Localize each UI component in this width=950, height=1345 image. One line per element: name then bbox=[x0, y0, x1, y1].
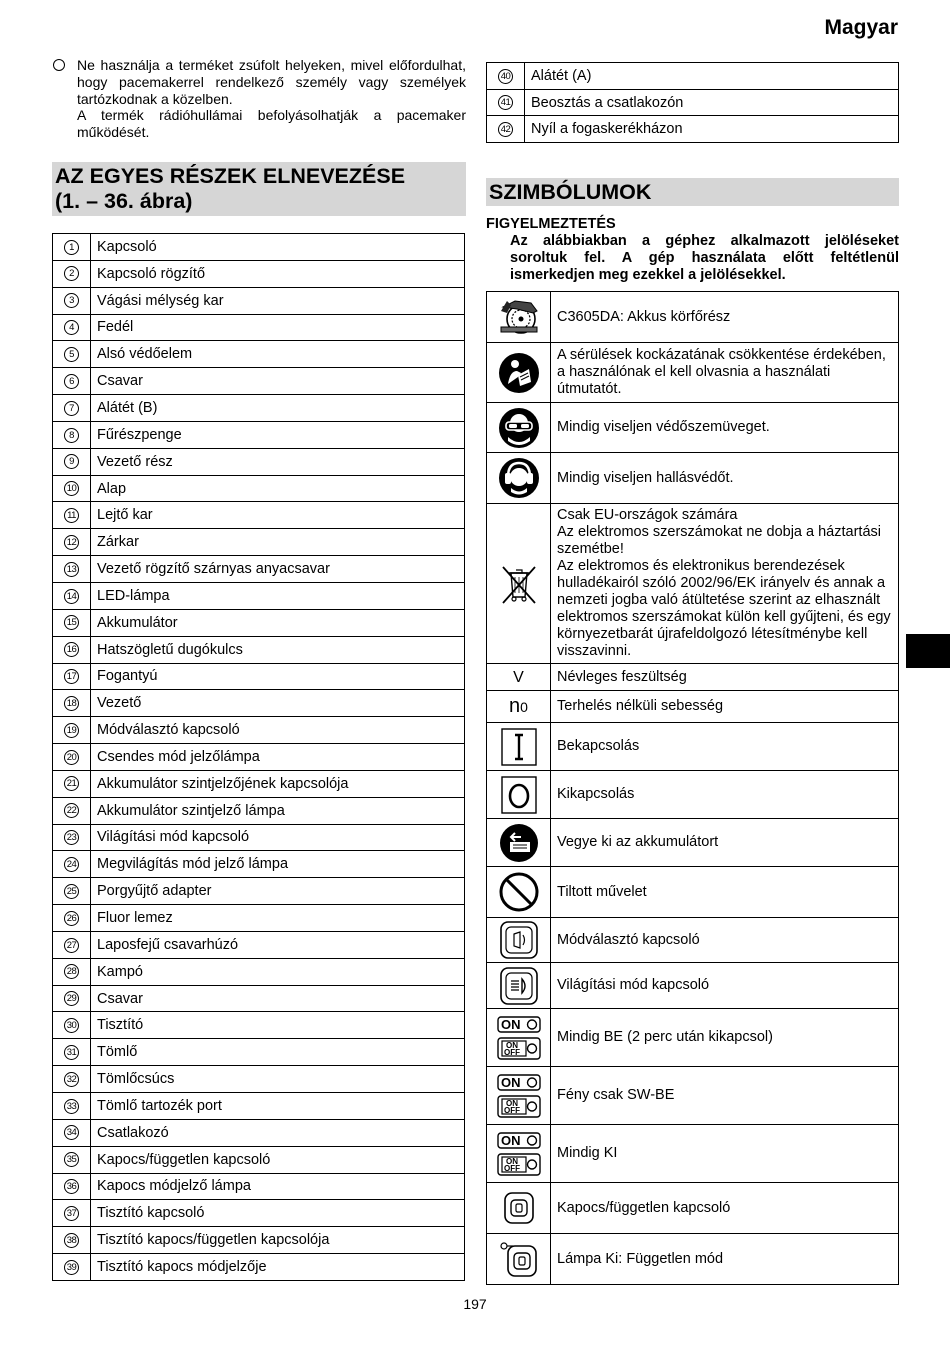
part-number-cell bbox=[53, 475, 91, 502]
part-row bbox=[53, 1119, 465, 1146]
part-row bbox=[53, 770, 465, 797]
bullet-circle-icon bbox=[53, 59, 65, 71]
symbol-text-always-on: Mindig BE (2 perc után kikapcsol) bbox=[551, 1009, 899, 1067]
part-label: Akkumulátor bbox=[91, 609, 465, 636]
symbol-row-manual bbox=[487, 343, 899, 403]
part-number-circle: 6 bbox=[64, 374, 79, 389]
part-label: Tisztító bbox=[91, 1012, 465, 1039]
symbol-row-speed bbox=[487, 691, 899, 723]
symbol-text-lamp-off: Lámpa Ki: Független mód bbox=[551, 1234, 899, 1285]
part-row bbox=[53, 985, 465, 1012]
symbol-row-always-on bbox=[487, 1009, 899, 1067]
remove-battery-icon bbox=[499, 823, 539, 863]
symbol-row-lamp-off bbox=[487, 1234, 899, 1285]
part-number-cell bbox=[53, 234, 91, 261]
part-label: Tisztító kapocs/független kapcsolója bbox=[91, 1227, 465, 1254]
part-label: Csendes mód jelzőlámpa bbox=[91, 744, 465, 771]
part-label: Módválasztó kapcsoló bbox=[91, 717, 465, 744]
symbol-text-prohibited: Tiltott művelet bbox=[551, 867, 899, 918]
part-label: Porgyűjtő adapter bbox=[91, 878, 465, 905]
part-number-circle: 7 bbox=[64, 401, 79, 416]
part-row bbox=[487, 63, 899, 90]
symbol-icon-cell bbox=[487, 771, 551, 819]
language-tab-marker bbox=[906, 634, 950, 668]
warning-line-1: Ne használja a terméket zsúfolt helyeken, mivel előfordulhat, hogy pacemakerrel rendelkező személy vagy személyek tartózkodnak a közelben. bbox=[77, 57, 466, 107]
part-row bbox=[53, 1039, 465, 1066]
warning-text: Az alábbiakban a géphez alkalmazott jelöléseket soroltuk fel. A gép használata előtt feltétlenül ismerkedjen meg ezekkel a jelölésekkel. bbox=[510, 233, 899, 283]
n0-subscript: 0 bbox=[520, 698, 528, 715]
symbol-text-battery: Vegye ki az akkumulátort bbox=[551, 819, 899, 867]
part-number-cell bbox=[53, 421, 91, 448]
weee-line-2: Az elektromos szerszámokat ne dobja a háztartási szemétbe! bbox=[557, 524, 881, 557]
symbol-row-goggles bbox=[487, 403, 899, 453]
part-row bbox=[487, 116, 899, 143]
part-row bbox=[53, 1173, 465, 1200]
part-row bbox=[53, 475, 465, 502]
part-row bbox=[53, 824, 465, 851]
part-number-cell bbox=[53, 448, 91, 475]
part-number-cell bbox=[53, 314, 91, 341]
part-number-cell bbox=[53, 287, 91, 314]
part-label: Kapcsoló rögzítő bbox=[91, 260, 465, 287]
part-row bbox=[53, 851, 465, 878]
warning-line-2: A termék rádióhullámai befolyásolhatják a pacemaker működését. bbox=[77, 107, 466, 141]
symbol-text-ear: Mindig viseljen hallásvédőt. bbox=[551, 453, 899, 504]
symbol-row-voltage bbox=[487, 664, 899, 691]
part-number-cell bbox=[487, 89, 525, 116]
part-row bbox=[53, 421, 465, 448]
circular-saw-icon bbox=[497, 297, 541, 337]
part-row bbox=[53, 878, 465, 905]
part-label: Alátét (A) bbox=[525, 63, 899, 90]
page-number: 197 bbox=[463, 1296, 487, 1312]
symbol-row-always-off bbox=[487, 1125, 899, 1183]
symbol-icon-cell bbox=[487, 1234, 551, 1285]
part-label: Fluor lemez bbox=[91, 905, 465, 932]
part-row bbox=[53, 314, 465, 341]
part-number-cell bbox=[53, 529, 91, 556]
symbol-text-saw: C3605DA: Akkus körfőrész bbox=[551, 292, 899, 343]
part-number-circle: 42 bbox=[498, 122, 513, 137]
switch-off-icon bbox=[501, 776, 537, 814]
part-label: Zárkar bbox=[91, 529, 465, 556]
part-number-cell bbox=[53, 1066, 91, 1093]
weee-line-3: Az elektromos és elektronikus berendezések hulladékairól szóló 2002/96/EK irányelv és annak a nemzeti jogba való átültetése szerint az elhasznált elektromos szerszámokat külön kell gyűjteni, és egy környezetbarát újrafeldolgozó létesítménybe kell visszavinni. bbox=[557, 558, 891, 659]
symbols-table bbox=[486, 291, 899, 1285]
part-row bbox=[53, 905, 465, 932]
symbol-icon-cell bbox=[487, 819, 551, 867]
part-number-cell bbox=[53, 663, 91, 690]
part-label: Hatszögletű dugókulcs bbox=[91, 636, 465, 663]
off-label: OFF bbox=[503, 1105, 520, 1115]
part-number-cell bbox=[53, 582, 91, 609]
symbol-icon-cell bbox=[487, 343, 551, 403]
part-number-cell bbox=[53, 958, 91, 985]
part-number-cell bbox=[53, 1227, 91, 1254]
part-number-cell bbox=[53, 1200, 91, 1227]
parts-heading-line-1: AZ EGYES RÉSZEK ELNEVEZÉSE bbox=[55, 164, 406, 188]
part-row bbox=[53, 636, 465, 663]
part-row bbox=[53, 582, 465, 609]
part-row bbox=[53, 287, 465, 314]
symbol-text-light-sw: Fény csak SW-BE bbox=[551, 1067, 899, 1125]
part-label: Világítási mód kapcsoló bbox=[91, 824, 465, 851]
part-row bbox=[53, 690, 465, 717]
part-number-circle: 29 bbox=[64, 991, 79, 1006]
symbol-row-on bbox=[487, 723, 899, 771]
symbol-icon-cell bbox=[487, 918, 551, 963]
part-label: Akkumulátor szintjelző lámpa bbox=[91, 797, 465, 824]
part-row bbox=[53, 395, 465, 422]
symbol-text-manual: A sérülések kockázatának csökkentése érdekében, a használónak el kell olvasnia a használati útmutatót. bbox=[551, 343, 899, 403]
part-number-cell bbox=[487, 116, 525, 143]
part-number-circle: 40 bbox=[498, 69, 513, 84]
parts-table bbox=[52, 233, 465, 1281]
part-number-cell bbox=[53, 905, 91, 932]
parts-table-continued bbox=[486, 62, 899, 143]
part-row bbox=[53, 260, 465, 287]
symbol-icon-cell bbox=[487, 403, 551, 453]
part-number-circle: 23 bbox=[64, 830, 79, 845]
symbol-text-voltage: Névleges feszültség bbox=[551, 664, 899, 691]
part-number-circle: 20 bbox=[64, 750, 79, 765]
part-number-circle: 13 bbox=[64, 562, 79, 577]
part-label: Alsó védőelem bbox=[91, 341, 465, 368]
parts-heading-line-2: (1. – 36. ábra) bbox=[55, 189, 193, 213]
part-label: Kapocs/független kapcsoló bbox=[91, 1146, 465, 1173]
parts-heading bbox=[52, 162, 466, 216]
part-number-circle: 30 bbox=[64, 1018, 79, 1033]
part-label: Vágási mélység kar bbox=[91, 287, 465, 314]
part-number-cell bbox=[53, 1093, 91, 1120]
part-number-cell bbox=[53, 1119, 91, 1146]
part-number-cell bbox=[53, 341, 91, 368]
part-row bbox=[53, 717, 465, 744]
part-number-circle: 1 bbox=[64, 240, 79, 255]
symbol-row-clip bbox=[487, 1183, 899, 1234]
on-label: ON bbox=[505, 1098, 518, 1108]
part-number-cell bbox=[53, 931, 91, 958]
on-off-toggle-icon bbox=[497, 1015, 541, 1061]
symbol-text-off: Kikapcsolás bbox=[551, 771, 899, 819]
part-number-circle: 10 bbox=[64, 481, 79, 496]
part-row bbox=[53, 931, 465, 958]
symbol-icon-cell bbox=[487, 867, 551, 918]
part-number-circle: 35 bbox=[64, 1152, 79, 1167]
symbol-row-light-mode bbox=[487, 963, 899, 1009]
read-manual-icon bbox=[498, 352, 540, 394]
part-number-circle: 24 bbox=[64, 857, 79, 872]
ear-protection-icon bbox=[498, 457, 540, 499]
part-number-circle: 32 bbox=[64, 1072, 79, 1087]
part-label: Nyíl a fogaskerékházon bbox=[525, 116, 899, 143]
part-label: Kapcsoló bbox=[91, 234, 465, 261]
part-label: Tisztító kapcsoló bbox=[91, 1200, 465, 1227]
on-label: ON bbox=[505, 1040, 518, 1050]
part-row bbox=[53, 556, 465, 583]
part-number-circle: 2 bbox=[64, 266, 79, 281]
symbol-row-weee bbox=[487, 504, 899, 664]
part-number-circle: 19 bbox=[64, 723, 79, 738]
switch-on-icon bbox=[501, 728, 537, 766]
part-number-cell bbox=[53, 1039, 91, 1066]
part-label: LED-lámpa bbox=[91, 582, 465, 609]
part-number-circle: 11 bbox=[64, 508, 79, 523]
part-number-circle: 39 bbox=[64, 1260, 79, 1275]
part-label: Alátét (B) bbox=[91, 395, 465, 422]
part-label: Lejtő kar bbox=[91, 502, 465, 529]
mode-selector-icon bbox=[500, 921, 538, 959]
symbol-text-on: Bekapcsolás bbox=[551, 723, 899, 771]
part-label: Laposfejű csavarhúzó bbox=[91, 931, 465, 958]
part-number-circle: 22 bbox=[64, 803, 79, 818]
part-number-circle: 36 bbox=[64, 1179, 79, 1194]
part-label: Csatlakozó bbox=[91, 1119, 465, 1146]
part-number-circle: 31 bbox=[64, 1045, 79, 1060]
part-label: Kampó bbox=[91, 958, 465, 985]
part-label: Tisztító kapocs módjelzője bbox=[91, 1254, 465, 1281]
symbol-row-light-sw bbox=[487, 1067, 899, 1125]
part-number-cell bbox=[53, 851, 91, 878]
part-row bbox=[487, 89, 899, 116]
part-row bbox=[53, 797, 465, 824]
part-number-circle: 4 bbox=[64, 320, 79, 335]
on-off-toggle-icon bbox=[497, 1131, 541, 1177]
part-row bbox=[53, 1254, 465, 1281]
part-row bbox=[53, 341, 465, 368]
symbol-icon-cell bbox=[487, 453, 551, 504]
part-number-circle: 27 bbox=[64, 938, 79, 953]
part-row bbox=[53, 368, 465, 395]
off-label: OFF bbox=[503, 1047, 520, 1057]
part-label: Tömlőcsúcs bbox=[91, 1066, 465, 1093]
symbols-heading: SZIMBÓLUMOK bbox=[486, 178, 899, 206]
on-off-toggle-icon bbox=[497, 1073, 541, 1119]
symbol-text-always-off: Mindig KI bbox=[551, 1125, 899, 1183]
voltage-symbol: V bbox=[487, 664, 551, 691]
part-number-cell bbox=[53, 1173, 91, 1200]
part-label: Beosztás a csatlakozón bbox=[525, 89, 899, 116]
on-label: ON bbox=[500, 1074, 520, 1090]
part-number-cell bbox=[53, 744, 91, 771]
part-number-cell bbox=[53, 770, 91, 797]
part-number-cell bbox=[53, 556, 91, 583]
language-label: Magyar bbox=[824, 16, 898, 39]
part-row bbox=[53, 1200, 465, 1227]
pacemaker-warning bbox=[52, 57, 466, 141]
prohibited-icon bbox=[498, 871, 540, 913]
part-number-circle: 9 bbox=[64, 454, 79, 469]
part-label: Megvilágítás mód jelző lámpa bbox=[91, 851, 465, 878]
off-label: OFF bbox=[503, 1163, 520, 1173]
symbol-text-goggles: Mindig viseljen védőszemüveget. bbox=[551, 403, 899, 453]
part-row bbox=[53, 744, 465, 771]
part-number-circle: 38 bbox=[64, 1233, 79, 1248]
symbol-icon-cell bbox=[487, 504, 551, 664]
symbol-icon-cell bbox=[487, 292, 551, 343]
symbol-row-prohibited bbox=[487, 867, 899, 918]
part-label: Vezető rész bbox=[91, 448, 465, 475]
part-row bbox=[53, 234, 465, 261]
part-number-cell bbox=[53, 1012, 91, 1039]
part-number-circle: 33 bbox=[64, 1099, 79, 1114]
part-number-cell bbox=[53, 717, 91, 744]
symbol-icon-cell bbox=[487, 1009, 551, 1067]
part-label: Fedél bbox=[91, 314, 465, 341]
part-number-cell bbox=[53, 878, 91, 905]
part-row bbox=[53, 1146, 465, 1173]
symbol-row-off bbox=[487, 771, 899, 819]
part-number-circle: 41 bbox=[498, 95, 513, 110]
part-number-cell bbox=[53, 395, 91, 422]
part-row bbox=[53, 1012, 465, 1039]
part-label: Kapocs módjelző lámpa bbox=[91, 1173, 465, 1200]
symbol-row-ear bbox=[487, 453, 899, 504]
symbol-text-weee bbox=[551, 504, 899, 664]
symbol-text-clip: Kapocs/független kapcsoló bbox=[551, 1183, 899, 1234]
weee-line-1: Csak EU-országok számára bbox=[557, 507, 738, 523]
part-row bbox=[53, 1093, 465, 1120]
warning-title: FIGYELMEZTETÉS bbox=[486, 216, 616, 232]
part-number-cell bbox=[53, 985, 91, 1012]
part-number-cell bbox=[53, 1146, 91, 1173]
light-mode-icon bbox=[500, 967, 538, 1005]
symbol-icon-cell bbox=[487, 1067, 551, 1125]
part-row bbox=[53, 1227, 465, 1254]
symbol-icon-cell bbox=[487, 1183, 551, 1234]
part-row bbox=[53, 502, 465, 529]
part-number-circle: 5 bbox=[64, 347, 79, 362]
part-row bbox=[53, 1066, 465, 1093]
part-number-circle: 25 bbox=[64, 884, 79, 899]
part-number-circle: 3 bbox=[64, 293, 79, 308]
part-number-cell bbox=[53, 797, 91, 824]
part-number-circle: 14 bbox=[64, 589, 79, 604]
part-label: Fogantyú bbox=[91, 663, 465, 690]
symbol-icon-cell bbox=[487, 1125, 551, 1183]
part-label: Tömlő tartozék port bbox=[91, 1093, 465, 1120]
lamp-off-icon bbox=[499, 1240, 539, 1278]
part-label: Akkumulátor szintjelzőjének kapcsolója bbox=[91, 770, 465, 797]
part-row bbox=[53, 448, 465, 475]
part-row bbox=[53, 529, 465, 556]
part-number-circle: 12 bbox=[64, 535, 79, 550]
part-number-circle: 8 bbox=[64, 428, 79, 443]
part-number-cell bbox=[53, 690, 91, 717]
part-label: Fűrészpenge bbox=[91, 421, 465, 448]
part-number-circle: 28 bbox=[64, 964, 79, 979]
symbol-text-mode: Módválasztó kapcsoló bbox=[551, 918, 899, 963]
symbol-row-saw bbox=[487, 292, 899, 343]
part-number-circle: 26 bbox=[64, 911, 79, 926]
symbol-text-speed: Terhelés nélküli sebesség bbox=[551, 691, 899, 723]
part-label: Alap bbox=[91, 475, 465, 502]
symbol-text-light-mode: Világítási mód kapcsoló bbox=[551, 963, 899, 1009]
part-number-cell bbox=[53, 609, 91, 636]
clip-switch-icon bbox=[503, 1191, 535, 1225]
crossed-bin-icon bbox=[499, 563, 539, 605]
part-number-cell bbox=[487, 63, 525, 90]
part-number-circle: 18 bbox=[64, 696, 79, 711]
safety-goggles-icon bbox=[498, 407, 540, 449]
part-row bbox=[53, 958, 465, 985]
part-label: Tömlő bbox=[91, 1039, 465, 1066]
no-load-speed-symbol bbox=[487, 691, 551, 723]
part-number-circle: 16 bbox=[64, 642, 79, 657]
part-number-circle: 17 bbox=[64, 669, 79, 684]
on-label: ON bbox=[500, 1016, 520, 1032]
part-number-circle: 15 bbox=[64, 615, 79, 630]
part-label: Vezető bbox=[91, 690, 465, 717]
part-number-cell bbox=[53, 824, 91, 851]
part-number-cell bbox=[53, 636, 91, 663]
symbol-icon-cell bbox=[487, 723, 551, 771]
part-number-circle: 21 bbox=[64, 776, 79, 791]
n0-letter: n bbox=[509, 694, 521, 717]
part-row bbox=[53, 609, 465, 636]
part-number-cell bbox=[53, 368, 91, 395]
symbol-row-mode bbox=[487, 918, 899, 963]
symbol-icon-cell bbox=[487, 963, 551, 1009]
part-label: Csavar bbox=[91, 368, 465, 395]
part-number-circle: 34 bbox=[64, 1125, 79, 1140]
part-label: Csavar bbox=[91, 985, 465, 1012]
part-row bbox=[53, 663, 465, 690]
part-label: Vezető rögzítő szárnyas anyacsavar bbox=[91, 556, 465, 583]
on-label: ON bbox=[500, 1132, 520, 1148]
part-number-cell bbox=[53, 260, 91, 287]
part-number-circle: 37 bbox=[64, 1206, 79, 1221]
part-number-cell bbox=[53, 502, 91, 529]
part-number-cell bbox=[53, 1254, 91, 1281]
symbol-row-battery bbox=[487, 819, 899, 867]
on-label: ON bbox=[505, 1156, 518, 1166]
